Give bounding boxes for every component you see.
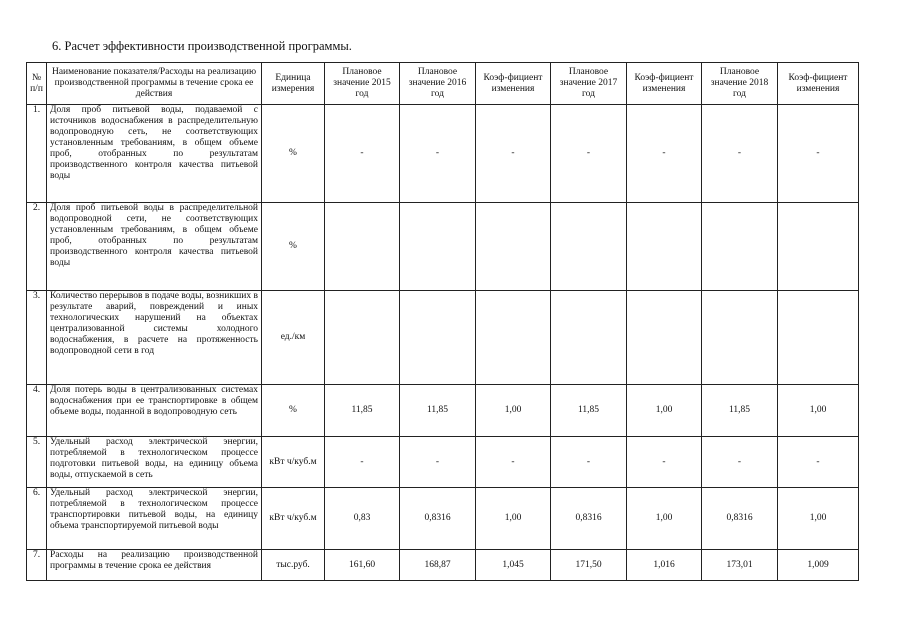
value-cell: - — [702, 105, 778, 203]
value-cell: - — [325, 105, 400, 203]
value-cell — [627, 291, 702, 385]
value-cell: 1,00 — [476, 385, 551, 437]
row-number: 6. — [27, 488, 47, 550]
value-cell: - — [400, 105, 476, 203]
value-cell: 0,8316 — [702, 488, 778, 550]
value-cell: 1,00 — [778, 488, 859, 550]
value-cell: - — [702, 437, 778, 488]
column-header: Наименование показателя/Расходы на реализацию производственной программы в течение срока ее действия — [47, 63, 262, 105]
table-row — [27, 203, 859, 291]
row-number: 1. — [27, 105, 47, 203]
value-cell: - — [627, 437, 702, 488]
row-number: 2. — [27, 203, 47, 291]
value-cell — [627, 203, 702, 291]
value-cell: - — [778, 437, 859, 488]
indicator-name: Доля потерь воды в централизованных системах водоснабжения при ее транспортировке в общем объеме воды, поданной в водопроводную сеть — [47, 385, 262, 437]
value-cell: - — [325, 437, 400, 488]
table-row — [27, 488, 859, 550]
column-header: Коэф-фициент изменения — [627, 63, 702, 105]
column-header: Коэф-фициент изменения — [476, 63, 551, 105]
value-cell: 0,8316 — [400, 488, 476, 550]
indicator-name: Удельный расход электрической энергии, потребляемой в технологическом процессе подготовки питьевой воды, на единицу объема воды, отпускаемой в сеть — [47, 437, 262, 488]
value-cell: 1,009 — [778, 550, 859, 581]
value-cell: - — [400, 437, 476, 488]
indicator-name: Удельный расход электрической энергии, потребляемой в технологическом процессе транспортировки питьевой воды, на единицу объема транспортируемой питьевой воды — [47, 488, 262, 550]
table-row — [27, 291, 859, 385]
value-cell — [702, 203, 778, 291]
value-cell: 11,85 — [325, 385, 400, 437]
efficiency-table — [26, 62, 859, 581]
column-header: Плановое значение 2017 год — [551, 63, 627, 105]
value-cell — [476, 203, 551, 291]
table-header-row — [27, 63, 859, 105]
unit-cell: кВт ч/куб.м — [262, 488, 325, 550]
row-number: 5. — [27, 437, 47, 488]
value-cell: - — [778, 105, 859, 203]
unit-cell: тыс.руб. — [262, 550, 325, 581]
column-header: Коэф-фициент изменения — [778, 63, 859, 105]
value-cell: 173,01 — [702, 550, 778, 581]
row-number: 4. — [27, 385, 47, 437]
unit-cell: кВт ч/куб.м — [262, 437, 325, 488]
section-heading: 6. Расчет эффективности производственной программы. — [52, 39, 352, 53]
value-cell — [400, 203, 476, 291]
value-cell: 1,045 — [476, 550, 551, 581]
table-row — [27, 385, 859, 437]
unit-cell: ед./км — [262, 291, 325, 385]
indicator-name: Доля проб питьевой воды в распределительной водопроводной сети, не соответствующих установленным требованиям, в общем объеме проб, отобранных по результатам производственного контроля качества питьевой воды — [47, 203, 262, 291]
value-cell: 0,8316 — [551, 488, 627, 550]
value-cell: 1,00 — [778, 385, 859, 437]
value-cell — [778, 291, 859, 385]
row-number: 3. — [27, 291, 47, 385]
value-cell: - — [627, 105, 702, 203]
row-number: 7. — [27, 550, 47, 581]
value-cell — [325, 203, 400, 291]
column-header: № п/п — [27, 63, 47, 105]
unit-cell: % — [262, 105, 325, 203]
value-cell: 161,60 — [325, 550, 400, 581]
value-cell: 11,85 — [551, 385, 627, 437]
value-cell: 11,85 — [400, 385, 476, 437]
table-row — [27, 550, 859, 581]
value-cell — [325, 291, 400, 385]
unit-cell: % — [262, 203, 325, 291]
column-header: Единица измерения — [262, 63, 325, 105]
value-cell — [400, 291, 476, 385]
column-header: Плановое значение 2015 год — [325, 63, 400, 105]
value-cell — [476, 291, 551, 385]
value-cell: - — [476, 437, 551, 488]
value-cell: 1,00 — [627, 488, 702, 550]
value-cell — [551, 291, 627, 385]
value-cell: 0,83 — [325, 488, 400, 550]
table-row — [27, 105, 859, 203]
indicator-name: Количество перерывов в подаче воды, возникших в результате аварий, повреждений и иных технологических нарушений на объектах централизованной системы холодного водоснабжения, в расчете на протяженность водопроводной сети в год — [47, 291, 262, 385]
value-cell — [702, 291, 778, 385]
value-cell — [778, 203, 859, 291]
column-header: Плановое значение 2016 год — [400, 63, 476, 105]
value-cell: - — [551, 105, 627, 203]
value-cell: 11,85 — [702, 385, 778, 437]
table-row — [27, 437, 859, 488]
value-cell: 1,00 — [476, 488, 551, 550]
value-cell: 1,00 — [627, 385, 702, 437]
indicator-name: Расходы на реализацию производственной программы в течение срока ее действия — [47, 550, 262, 581]
value-cell — [551, 203, 627, 291]
indicator-name: Доля проб питьевой воды, подаваемой с источников водоснабжения в распределительную водопроводную сеть, не соответствующих установленным требованиям, в общем объеме проб, отобранных по результатам производственного контроля качества питьевой воды — [47, 105, 262, 203]
unit-cell: % — [262, 385, 325, 437]
value-cell: - — [476, 105, 551, 203]
value-cell: - — [551, 437, 627, 488]
value-cell: 171,50 — [551, 550, 627, 581]
value-cell: 1,016 — [627, 550, 702, 581]
column-header: Плановое значение 2018 год — [702, 63, 778, 105]
value-cell: 168,87 — [400, 550, 476, 581]
